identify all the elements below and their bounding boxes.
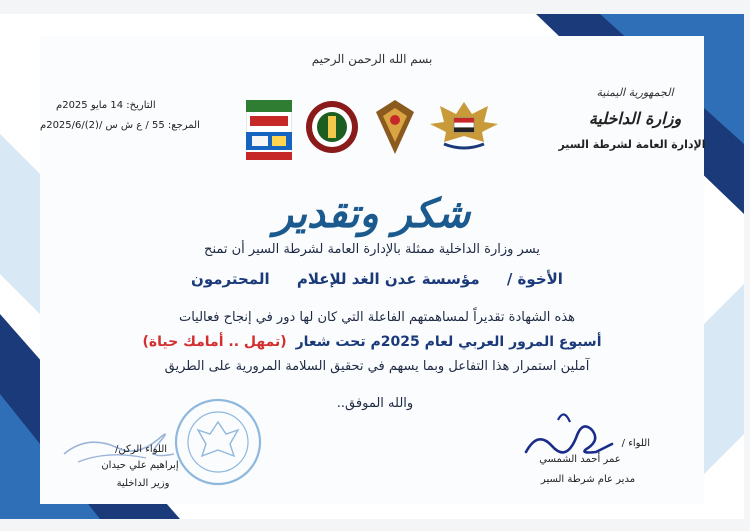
light-stripe-right [704,284,744,474]
minister-name: إبراهيم علي حيدان [101,460,179,471]
body-line-1: هذه الشهادة تقديراً لمساهمتهم الفاعلة التي كان لها دور في إنجاح فعاليات [178,310,576,325]
basmala: بسم الله الرحمن الرحيم [311,52,433,66]
traffic-week-text: أسبوع المرور العربي لعام 2025م تحت شعار [295,334,602,350]
ministry-seal-stamp [168,394,268,490]
certificate [0,14,744,519]
body-line-2 [130,334,614,350]
director-title: مدير عام شرطة السير [540,474,636,485]
traffic-police-emblem [302,98,362,156]
yemen-eagle-emblem [426,96,502,154]
traffic-week-poster [246,100,292,160]
date-line: التاريخ: 14 مايو 2025م [56,100,156,111]
body-line-3: آملين استمرار هذا التفاعل وبما يسهم في تحقيق السلامة المرورية على الطريق [164,359,590,374]
header-department: الإدارة العامة لشرطة السير [558,138,706,151]
recipient-name: مؤسسة عدن الغد للإعلام [296,270,480,288]
director-rank: اللواء / [621,438,650,449]
recipient-line [120,270,634,288]
header-country: الجمهورية اليمنية [596,86,674,99]
intro-line: يسر وزارة الداخلية ممثلة بالإدارة العامة لشرطة السير أن تمنح [204,242,540,257]
minister-title: وزير الداخلية [116,478,170,489]
header-ministry: وزارة الداخلية [588,109,682,128]
certificate-title: شكر وتقدير [273,190,471,237]
closing-line: والله الموفق.. [336,396,414,411]
director-name: عمر أحمد الشمسي [539,454,621,465]
recipient-suffix: المحترمون [191,270,270,288]
reference-line: المرجع: 55 / ع ش س /(2)/2025/6م [40,120,200,131]
slogan-text: (تمهل .. أمامك حياة) [142,334,287,350]
minister-rank: اللواء الركن/ [114,444,168,455]
ministry-interior-emblem [372,94,418,156]
recipient-prefix: الأخوة / [506,270,563,288]
light-stripe-left [0,134,40,314]
